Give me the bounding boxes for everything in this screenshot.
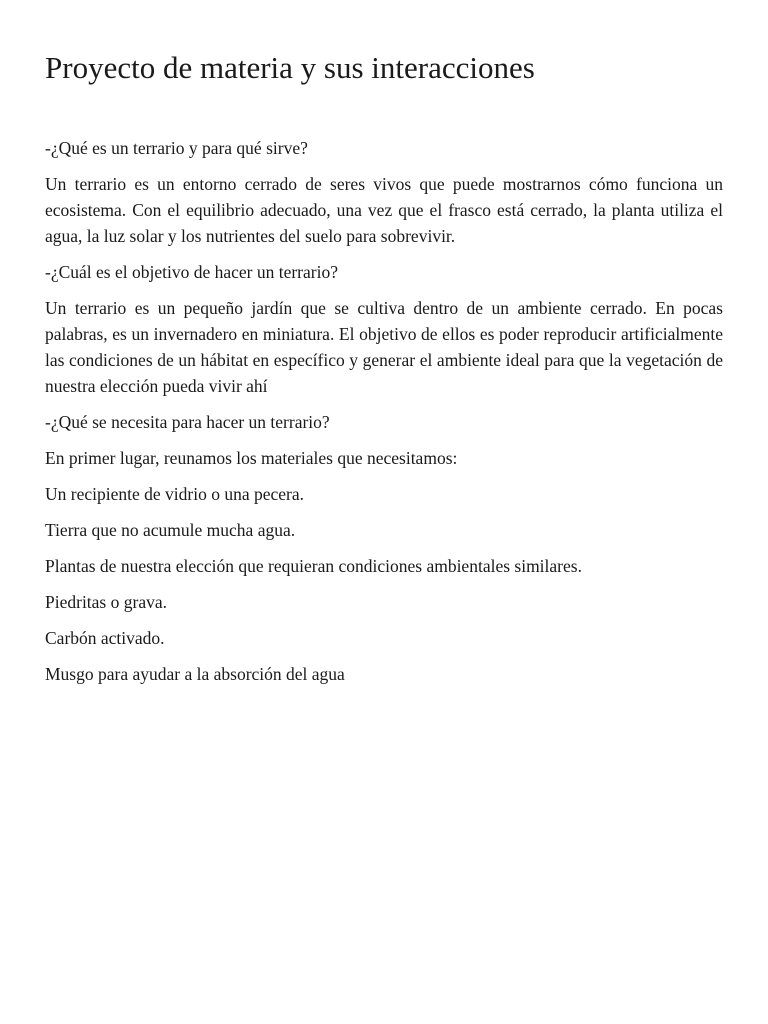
materials-item: Piedritas o grava. bbox=[45, 592, 167, 612]
materials-item: Un recipiente de vidrio o una pecera. bbox=[45, 484, 304, 504]
question-heading: -¿Cuál es el objetivo de hacer un terrario? bbox=[45, 262, 338, 282]
materials-item: Carbón activado. bbox=[45, 628, 165, 648]
materials-item: Musgo para ayudar a la absorción del agua bbox=[45, 664, 345, 684]
answer-paragraph: Un terrario es un entorno cerrado de seres vivos que puede mostrarnos cómo funciona un ecosistema. Con el equilibrio adecuado, una vez que el frasco está cerrado, la planta utiliza el agua, la luz solar y los nutrientes del suelo para sobrevivir. bbox=[45, 174, 723, 246]
question-heading: -¿Qué es un terrario y para qué sirve? bbox=[45, 138, 308, 158]
answer-paragraph: Un terrario es un pequeño jardín que se cultiva dentro de un ambiente cerrado. En pocas palabras, es un invernadero en miniatura. El objetivo de ellos es poder reproducir artificialmente las condiciones de un hábitat en específico y generar el ambiente ideal para que la vegetación de nuestra elección pueda vivir ahí bbox=[45, 298, 723, 396]
document-title: Proyecto de materia y sus interacciones bbox=[45, 50, 535, 85]
materials-item: Tierra que no acumule mucha agua. bbox=[45, 520, 296, 540]
answer-paragraph: En primer lugar, reunamos los materiales que necesitamos: bbox=[45, 448, 458, 468]
document-body bbox=[45, 135, 723, 697]
materials-item: Plantas de nuestra elección que requieran condiciones ambientales similares. bbox=[45, 556, 582, 576]
question-heading: -¿Qué se necesita para hacer un terrario? bbox=[45, 412, 330, 432]
